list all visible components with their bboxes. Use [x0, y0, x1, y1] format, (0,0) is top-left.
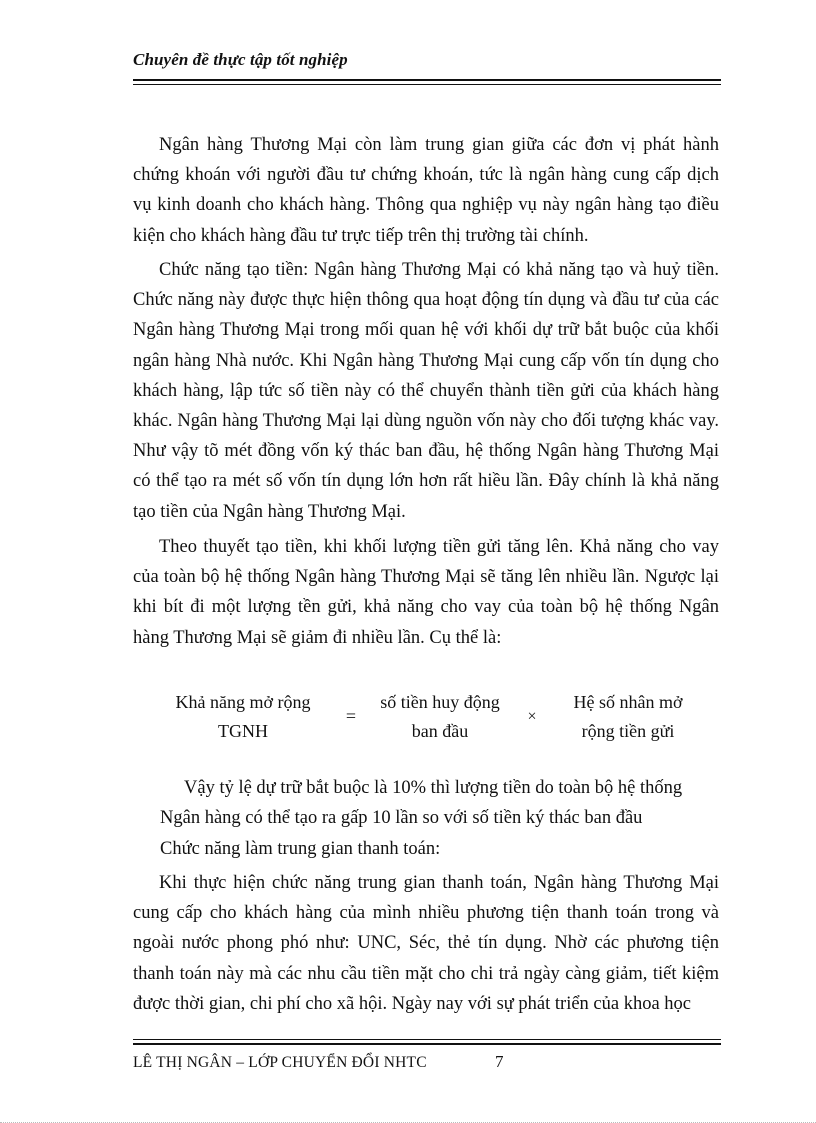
formula	[0, 688, 816, 752]
reserve-ratio-line-2: Ngân hàng có thể tạo ra gấp 10 lần so với số tiền ký thác ban đầu	[160, 808, 643, 828]
paragraph-money-creation: Chức năng tạo tiền: Ngân hàng Thương Mại có khả năng tạo và huỷ tiền. Chức năng này được thực hiện thông qua hoạt động tín dụng và đầu tư của các Ngân hàng Thương Mại trong mối quan hệ với khối dự trữ bắt buộc của khối ngân hàng Nhà nước. Khi Ngân hàng Thương Mại cung cấp vốn tín dụng cho khách hàng, lập tức số tiền này có thể chuyển thành tiền gửi của khách hàng khác. Ngân hàng Thương Mại lại dùng nguồn vốn này cho đối tượng khác vay. Như vậy tõ mét đồng vốn ký thác ban đầu, hệ thống Ngân hàng Thương Mại có thể tạo ra mét số vốn tín dụng lớn hơn rất hiều lần. Đây chính là khả năng tạo tiền của Ngân hàng Thương Mại.	[133, 260, 719, 522]
reserve-ratio-line: Vậy tỷ lệ dự trữ bắt buộc là 10% thì lượng tiền do toàn bộ hệ thống	[184, 778, 683, 798]
paragraph-money-theory: Theo thuyết tạo tiền, khi khối lượng tiền gửi tăng lên. Khả năng cho vay của toàn bộ hệ thống Ngân hàng Thương Mại sẽ tăng lên nhiều lần. Ngược lại khi bít đi một lượng tền gửi, khả năng cho vay của toàn bộ hệ thống Ngân hàng Thương Mại sẽ giảm đi nhiều lần. Cụ thể là:	[133, 537, 719, 648]
formula-middle: số tiền huy động ban đầu	[380, 692, 500, 741]
paragraph-payment-intermediary: Khi thực hiện chức năng trung gian thanh toán, Ngân hàng Thương Mại cung cấp cho khách hàng của mình nhiều phương tiện thanh toán trong và ngoài nước phong phó như: UNC, Séc, thẻ tín dụng. Nhờ các phương tiện thanh toán này mà các nhu cầu tiền mặt cho chi trả ngày càng giảm, tiết kiệm được thời gian, chi phí cho xã hội. Ngày nay với sự phát triển của khoa học	[133, 873, 719, 1014]
footer-rule-thin	[133, 1039, 721, 1040]
page-number: 7	[495, 1052, 504, 1071]
header-rule-thick	[133, 79, 721, 81]
paragraph-intermediary: Ngân hàng Thương Mại còn làm trung gian giữa các đơn vị phát hành chứng khoán với người đầu tư chứng khoán, tức là ngân hàng cung cấp dịch vụ kinh doanh cho khách hàng. Thông qua nghiệp vụ này ngân hàng tạo điều kiện cho khách hàng đầu tư trực tiếp trên thị trường tài chính.	[133, 135, 719, 246]
header-rule-thin	[133, 84, 721, 85]
formula-lhs: Khả năng mở rộng TGNH	[175, 692, 311, 741]
formula-equals: =	[345, 706, 357, 726]
header-title: Chuyên đề thực tập tốt nghiệp	[133, 50, 348, 69]
formula-rhs: Hệ số nhân mở rộng tiền gửi	[573, 692, 683, 741]
footer-rule-thick	[133, 1043, 721, 1045]
payment-function-heading: Chức năng làm trung gian thanh toán:	[160, 839, 441, 859]
footer-author: LÊ THỊ NGÂN – LỚP CHUYỂN ĐỔI NHTC	[133, 1054, 427, 1071]
formula-times: ×	[527, 708, 537, 725]
